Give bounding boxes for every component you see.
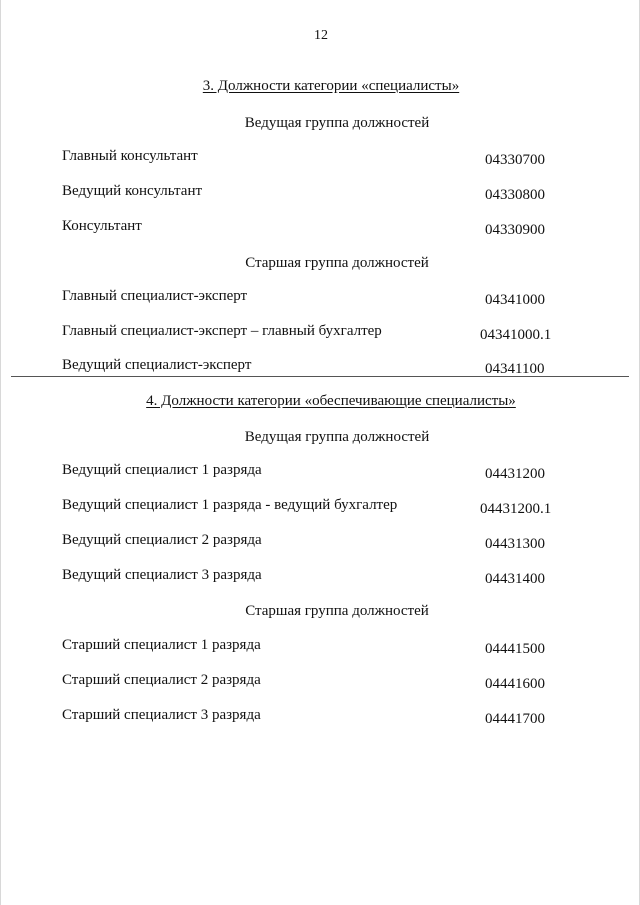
position-name: Ведущий специалист-эксперт [62,357,252,373]
position-name: Консультант [62,218,142,234]
section-title-support-specialists [1,393,640,410]
section-title-text: 3. Должности категории «специалисты» [202,78,460,94]
position-code: 04341000 [485,292,545,308]
position-row [1,532,640,552]
position-code: 04431300 [485,536,545,552]
group-title-senior: Старшая группа должностей [245,255,429,271]
position-name: Ведущий специалист 2 разряда [62,532,262,548]
position-row [1,148,640,168]
position-name: Старший специалист 2 разряда [62,672,261,688]
position-code: 04431200.1 [480,501,552,517]
position-name: Старший специалист 3 разряда [62,707,261,723]
group-title-leading: Ведущая группа должностей [244,429,430,445]
position-name: Ведущий специалист 1 разряда - ведущий бухгалтер [62,497,398,513]
position-row [1,323,640,343]
position-code: 04341000.1 [480,327,552,343]
position-row [1,218,640,238]
position-row [1,672,640,692]
position-name: Ведущий специалист 3 разряда [62,567,262,583]
position-row [1,357,640,377]
position-name: Ведущий консультант [62,183,203,199]
position-code: 04330900 [485,222,545,238]
position-row [1,497,640,517]
position-row [1,462,640,482]
page-divider [11,376,629,377]
position-row [1,567,640,587]
position-code: 04441700 [485,711,545,727]
position-name: Главный консультант [62,148,198,164]
group-title-leading: Ведущая группа должностей [244,115,430,131]
position-code: 04441600 [485,676,545,692]
position-row [1,637,640,657]
group-title-senior: Старшая группа должностей [245,603,429,619]
page-number: 12 [314,28,328,43]
section-title-text: 4. Должности категории «обеспечивающие специалисты» [146,393,516,409]
position-name: Главный специалист-эксперт [62,288,248,304]
position-row [1,707,640,727]
position-code: 04341100 [485,361,545,377]
position-row [1,288,640,308]
position-name: Ведущий специалист 1 разряда [62,462,262,478]
position-code: 04431400 [485,571,545,587]
position-code: 04441500 [485,641,545,657]
position-row [1,183,640,203]
position-code: 04431200 [485,466,545,482]
position-code: 04330700 [485,152,545,168]
position-name: Старший специалист 1 разряда [62,637,261,653]
position-code: 04330800 [485,187,545,203]
section-title-specialists [1,78,640,95]
position-name: Главный специалист-эксперт – главный бухгалтер [62,323,382,339]
